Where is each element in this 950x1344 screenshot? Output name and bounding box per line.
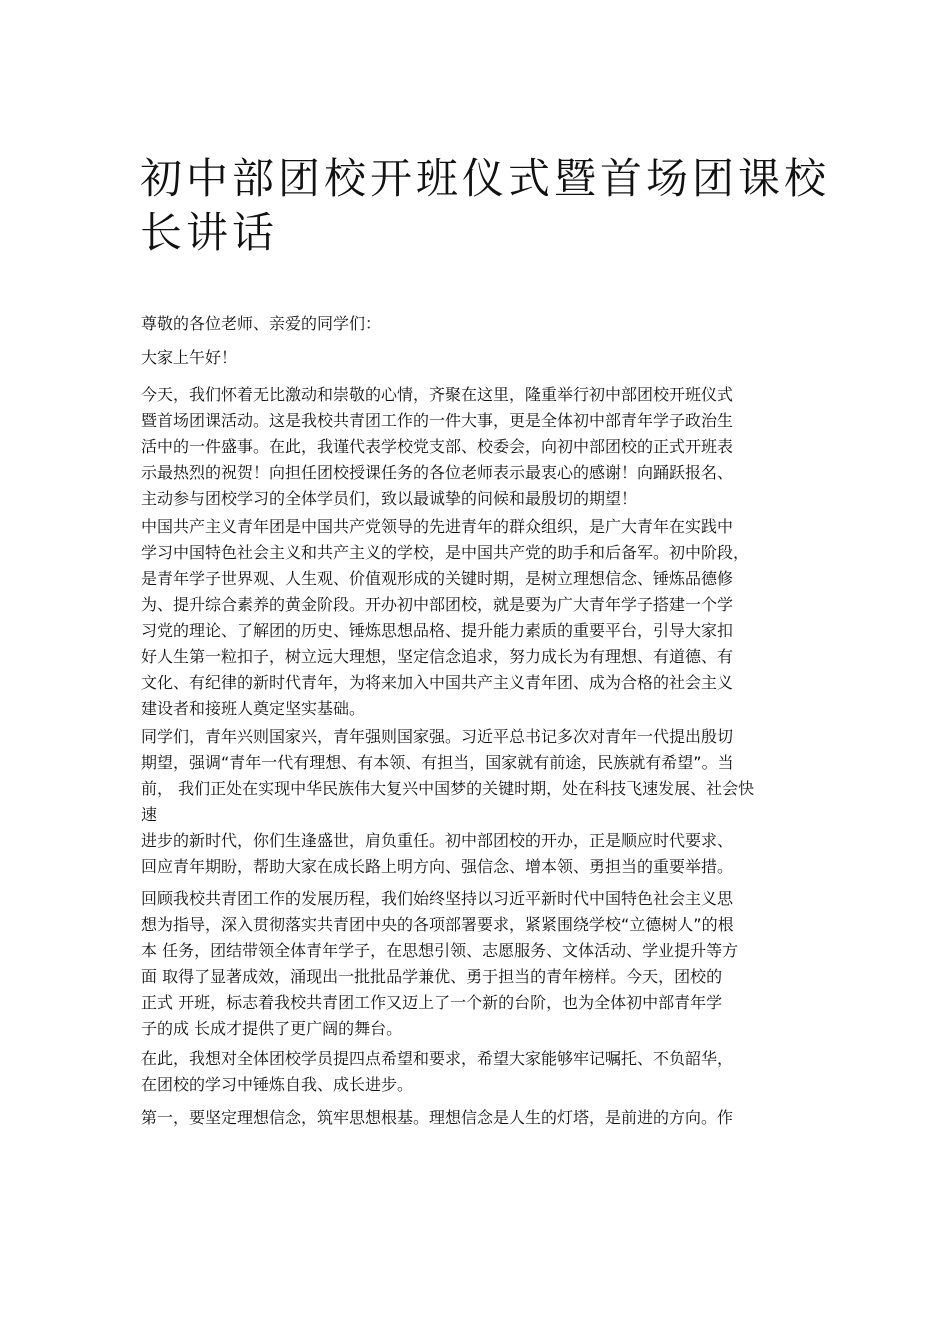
text-line: 进步的新时代，你们生逢盛世，肩负重任。初中部团校的开办，正是顺应时代要求、 bbox=[141, 831, 734, 850]
text-line: 回应青年期盼，帮助大家在成长路上明方向、强信念、增本领、勇担当的重要举措。 bbox=[141, 857, 734, 876]
text-line: 第一，要坚定理想信念，筑牢思想根基。理想信念是人生的灯塔，是前进的方向。作 bbox=[141, 1108, 734, 1127]
text-line: 同学们，青年兴则国家兴，青年强则国家强。习近平总书记多次对青年一代提出殷切 bbox=[141, 727, 734, 746]
text-line: 子的成 长成才提供了更广阔的舞台。 bbox=[141, 1019, 403, 1038]
text-line: 为、提升综合素养的黄金阶段。开办初中部团校，就是要为广大青年学子搭建一个学 bbox=[141, 595, 734, 614]
text-line: 回顾我校共青团工作的发展历程，我们始终坚持以习近平新时代中国特色社会主义思 bbox=[141, 889, 734, 908]
greeting: 大家上午好！ bbox=[141, 348, 238, 367]
paragraph-2 bbox=[141, 514, 821, 722]
salutation: 尊敬的各位老师、亲爱的同学们： bbox=[141, 314, 382, 333]
text-line: 在团校的学习中锤炼自我、成长进步。 bbox=[141, 1075, 414, 1094]
text-line: 速 bbox=[141, 805, 158, 824]
text-line: 文化、有纪律的新时代青年，为将来加入中国共产主义青年团、成为合格的社会主义 bbox=[141, 673, 734, 692]
text-line: 面 取得了显著成效，涌现出一批批品学兼优、勇于担当的青年榜样。今天，团校的 bbox=[141, 967, 723, 986]
text-line: 中国共产主义青年团是中国共产党领导的先进青年的群众组织，是广大青年在实践中 bbox=[141, 517, 734, 536]
text-line: 暨首场团课活动。这是我校共青团工作的一件大事，更是全体初中部青年学子政治生 bbox=[141, 411, 734, 430]
text-line: 习党的理论、了解团的历史、锤炼思想品格、提升能力素质的重要平台，引导大家扣 bbox=[141, 621, 734, 640]
paragraph-3 bbox=[141, 724, 821, 880]
text-line: 前， 我们正处在实现中华民族伟大复兴中国梦的关键时期，处在科技飞速发展、社会快 bbox=[141, 779, 755, 798]
paragraph-6 bbox=[141, 1105, 821, 1131]
paragraph-5 bbox=[141, 1046, 821, 1098]
text-line: 学习中国特色社会主义和共产主义的学校，是中国共产党的助手和后备军。初中阶段， bbox=[141, 543, 750, 562]
text-line: 活中的一件盛事。在此，我谨代表学校党支部、校委会，向初中部团校的正式开班表 bbox=[141, 437, 734, 456]
document-title bbox=[140, 152, 831, 260]
title-line: 长讲话 bbox=[140, 208, 279, 257]
title-line: 初中部团校开班仪式暨首场团课校 bbox=[140, 154, 831, 203]
text-line: 想为指导，深入贯彻落实共青团中央的各项部署要求，紧紧围绕学校“立德树人”的根 bbox=[141, 915, 734, 934]
text-line: 期望，强调“青年一代有理想、有本领、有担当，国家就有前途，民族就有希望”。当 bbox=[141, 753, 734, 772]
paragraph-4 bbox=[141, 886, 821, 1042]
text-line: 示最热烈的祝贺！向担任团校授课任务的各位老师表示最衷心的感谢！向踊跃报名、 bbox=[141, 463, 734, 482]
text-line: 在此，我想对全体团校学员提四点希望和要求，希望大家能够牢记嘱托、不负韶华， bbox=[141, 1049, 734, 1068]
text-line: 是青年学子世界观、人生观、价值观形成的关键时期，是树立理想信念、锤炼品德修 bbox=[141, 569, 734, 588]
text-line: 好人生第一粒扣子，树立远大理想，坚定信念追求，努力成长为有理想、有道德、有 bbox=[141, 647, 734, 666]
text-line: 正式 开班，标志着我校共青团工作又迈上了一个新的台阶，也为全体初中部青年学 bbox=[141, 993, 723, 1012]
text-line: 建设者和接班人奠定坚实基础。 bbox=[141, 699, 366, 718]
text-line: 今天，我们怀着无比激动和崇敬的心情，齐聚在这里，隆重举行初中部团校开班仪式 bbox=[141, 385, 734, 404]
paragraph-1 bbox=[141, 382, 821, 512]
text-line: 主动参与团校学习的全体学员们，致以最诚挚的问候和最殷切的期望！ bbox=[141, 489, 638, 508]
text-line: 本 任务，团结带领全体青年学子，在思想引领、志愿服务、文体活动、学业提升等方 bbox=[141, 941, 739, 960]
